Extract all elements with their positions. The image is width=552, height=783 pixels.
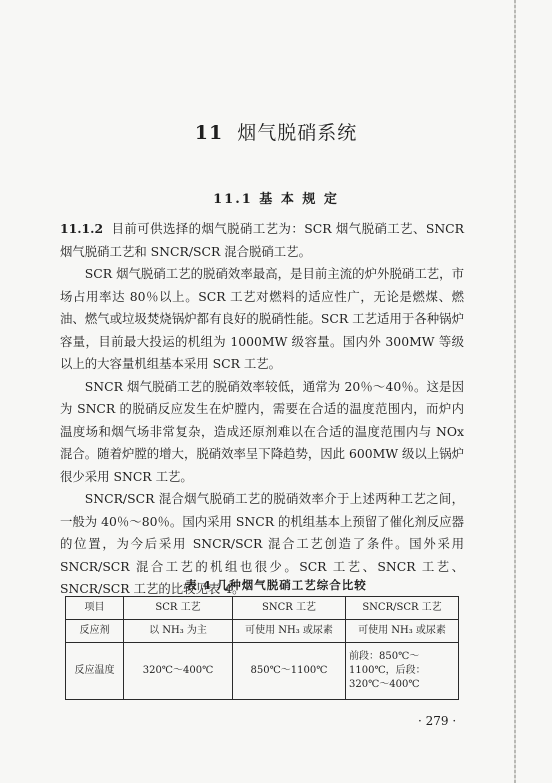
- table-cell: 320℃～400℃: [124, 643, 233, 700]
- table-caption: 表 4 几种烟气脱硝工艺综合比较: [185, 578, 367, 592]
- paragraph-3: SNCR 烟气脱硝工艺的脱硝效率较低，通常为 20％～40％。这是因为 SNCR 的脱硝反应发生在炉膛内，需要在合适的温度范围内，而炉内温度场和烟气场非常复杂，造成还原剂难以在合适的温度范围内与 NOx 混合。随着炉膛的增大，脱硝效率呈下降趋势，因此 600MW 级以上锅炉很少采用 SNCR 工艺。: [60, 378, 464, 484]
- comparison-table: [65, 596, 459, 700]
- table-cell: 反应剂: [66, 620, 124, 643]
- table-header-cell: SNCR/SCR 工艺: [346, 597, 459, 620]
- table-header-cell: SNCR 工艺: [233, 597, 346, 620]
- paragraph-2: SCR 烟气脱硝工艺的脱硝效率最高，是目前主流的炉外脱硝工艺，市场占用率达 80％以上。SCR 工艺对燃料的适应性广，无论是燃煤、燃油、燃气或垃圾焚烧锅炉都有良好的脱硝性能。SCR 工艺适用于各种锅炉容量，目前最大投运的机组为 1000MW 级容量。国内外 300MW 等级以上的大容量机组基本采用 SCR 工艺。: [60, 266, 464, 371]
- table-cell: 可使用 NH₃ 或尿素: [346, 620, 459, 643]
- table-header-cell: SCR 工艺: [124, 597, 233, 620]
- table-cell: 850℃～1100℃: [233, 643, 346, 700]
- table-row: [66, 643, 459, 700]
- table-header-row: [66, 597, 459, 620]
- paragraph-1-text: 目前可供选择的烟气脱硝工艺为：SCR 烟气脱硝工艺、SNCR 烟气脱硝工艺和 SNCR/SCR 混合脱硝工艺。: [60, 221, 464, 259]
- table-cell: 可使用 NH₃ 或尿素: [233, 620, 346, 643]
- table-cell: 前段：850℃～1100℃，后段：320℃～400℃: [346, 643, 459, 700]
- chapter-number: 11: [194, 122, 224, 144]
- paragraph-1: [60, 218, 464, 263]
- table-header-cell: 项目: [66, 597, 124, 620]
- paragraph-4: SNCR/SCR 混合烟气脱硝工艺的脱硝效率介于上述两种工艺之间，一般为 40％～80％。国内采用 SNCR 的机组基本上预留了催化剂反应器的位置，为今后采用 SNCR/SCR 混合工艺创造了条件。国外采用 SNCR/SCR 混合工艺的机组也很少。SCR 工艺、SNCR 工艺、SNCR/SCR 工艺的比较见表 4。: [60, 491, 464, 596]
- body-text: [60, 218, 464, 601]
- table-row: [66, 620, 459, 643]
- section-title: 11.1 基 本 规 定: [213, 192, 339, 207]
- chapter-title: [0, 118, 552, 145]
- table-cell: 以 NH₃ 为主: [124, 620, 233, 643]
- page-number: · 279 ·: [418, 714, 457, 728]
- clause-number: 11.1.2: [60, 221, 104, 236]
- table-cell: 反应温度: [66, 643, 124, 700]
- chapter-title-text: 烟气脱硝系统: [237, 122, 358, 144]
